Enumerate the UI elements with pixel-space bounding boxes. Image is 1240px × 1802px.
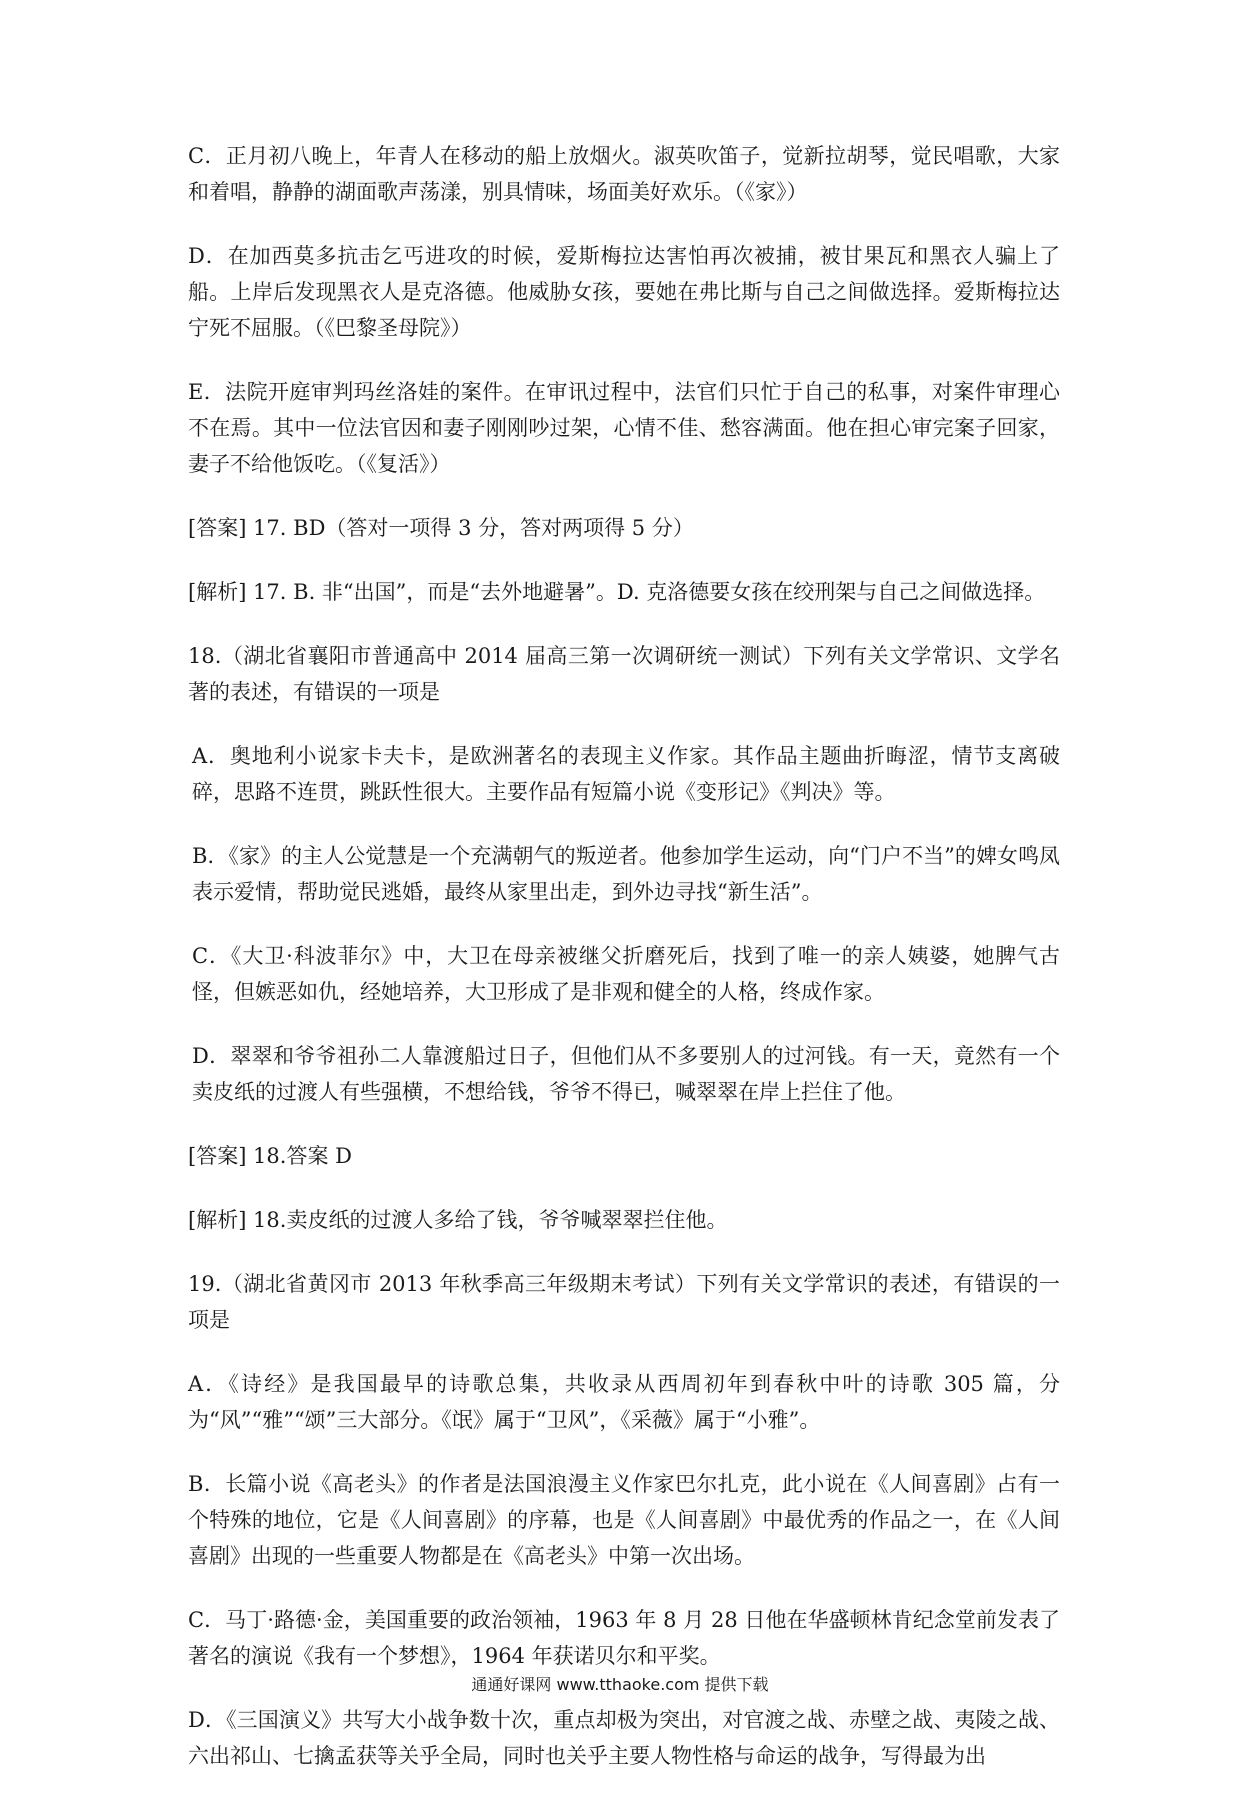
q19-option-a: A．《诗经》是我国最早的诗歌总集，共收录从西周初年到春秋中叶的诗歌 305 篇，分为“风”“雅”“颂”三大部分。《氓》属于“卫风”，《采薇》属于“小雅”。 [188,1372,1060,1432]
option-e-resurrection: E．法院开庭审判玛丝洛娃的案件。在审讯过程中，法官们只忙于自己的私事，对案件审理心不在焉。其中一位法官因和妻子刚刚吵过架，心情不佳、愁容满面。他在担心审完案子回家，妻子不给他饭吃。（《复活》） [188,380,1060,476]
q18-option-d: D．翠翠和爷爷祖孙二人靠渡船过日子，但他们从不多要别人的过河钱。有一天，竟然有一个卖皮纸的过渡人有些强横，不想给钱，爷爷不得已，喊翠翠在岸上拦住了他。 [192,1044,1060,1104]
page-footer: 通通好课网 www.tthaoke.com 提供下载 [471,1675,769,1694]
question-18: 18.（湖北省襄阳市普通高中 2014 届高三第一次调研统一测试）下列有关文学常识、文学名著的表述，有错误的一项是 [188,644,1060,704]
option-d-notre-dame: D．在加西莫多抗击乞丐进攻的时候，爱斯梅拉达害怕再次被捕，被甘果瓦和黑衣人骗上了船。上岸后发现黑衣人是克洛德。他威胁女孩，要她在弗比斯与自己之间做选择。爱斯梅拉达宁死不屈服。（《巴黎圣母院》） [188,244,1060,340]
analysis-18: [解析] 18.卖皮纸的过渡人多给了钱，爷爷喊翠翠拦住他。 [188,1208,728,1232]
answer-18: [答案] 18.答案 D [188,1144,352,1168]
answer-17: [答案] 17. BD（答对一项得 3 分，答对两项得 5 分） [188,516,694,540]
q18-option-a: A．奥地利小说家卡夫卡，是欧洲著名的表现主义作家。其作品主题曲折晦涩，情节支离破碎，思路不连贯，跳跃性很大。主要作品有短篇小说《变形记》《判决》等。 [192,744,1060,804]
q18-option-b: B．《家》的主人公觉慧是一个充满朝气的叛逆者。他参加学生运动，向“门户不当”的婢女鸣凤表示爱情，帮助觉民逃婚，最终从家里出走，到外边寻找“新生活”。 [192,844,1060,904]
option-c-jia: C．正月初八晚上，年青人在移动的船上放烟火。淑英吹笛子，觉新拉胡琴，觉民唱歌，大家和着唱，静静的湖面歌声荡漾，别具情味，场面美好欢乐。（《家》） [188,144,1060,204]
document-page [188,138,1060,1802]
q19-option-d: D．《三国演义》共写大小战争数十次，重点却极为突出，对官渡之战、赤壁之战、夷陵之战、六出祁山、七擒孟获等关乎全局，同时也关乎主要人物性格与命运的战争，写得最为出 [188,1708,1060,1768]
question-19: 19.（湖北省黄冈市 2013 年秋季高三年级期末考试）下列有关文学常识的表述，有错误的一项是 [188,1272,1060,1332]
q19-option-c: C．马丁·路德·金，美国重要的政治领袖，1963 年 8 月 28 日他在华盛顿林肯纪念堂前发表了著名的演说《我有一个梦想》，1964 年获诺贝尔和平奖。 [188,1608,1060,1668]
analysis-17: [解析] 17. B. 非“出国”，而是“去外地避暑”。D. 克洛德要女孩在绞刑架与自己之间做选择。 [188,580,1046,604]
q19-option-b: B．长篇小说《高老头》的作者是法国浪漫主义作家巴尔扎克，此小说在《人间喜剧》占有一个特殊的地位，它是《人间喜剧》的序幕，也是《人间喜剧》中最优秀的作品之一，在《人间喜剧》出现的一些重要人物都是在《高老头》中第一次出场。 [188,1472,1060,1568]
q18-option-c: C．《大卫·科波菲尔》中，大卫在母亲被继父折磨死后，找到了唯一的亲人姨婆，她脾气古怪，但嫉恶如仇，经她培养，大卫形成了是非观和健全的人格，终成作家。 [192,944,1060,1004]
